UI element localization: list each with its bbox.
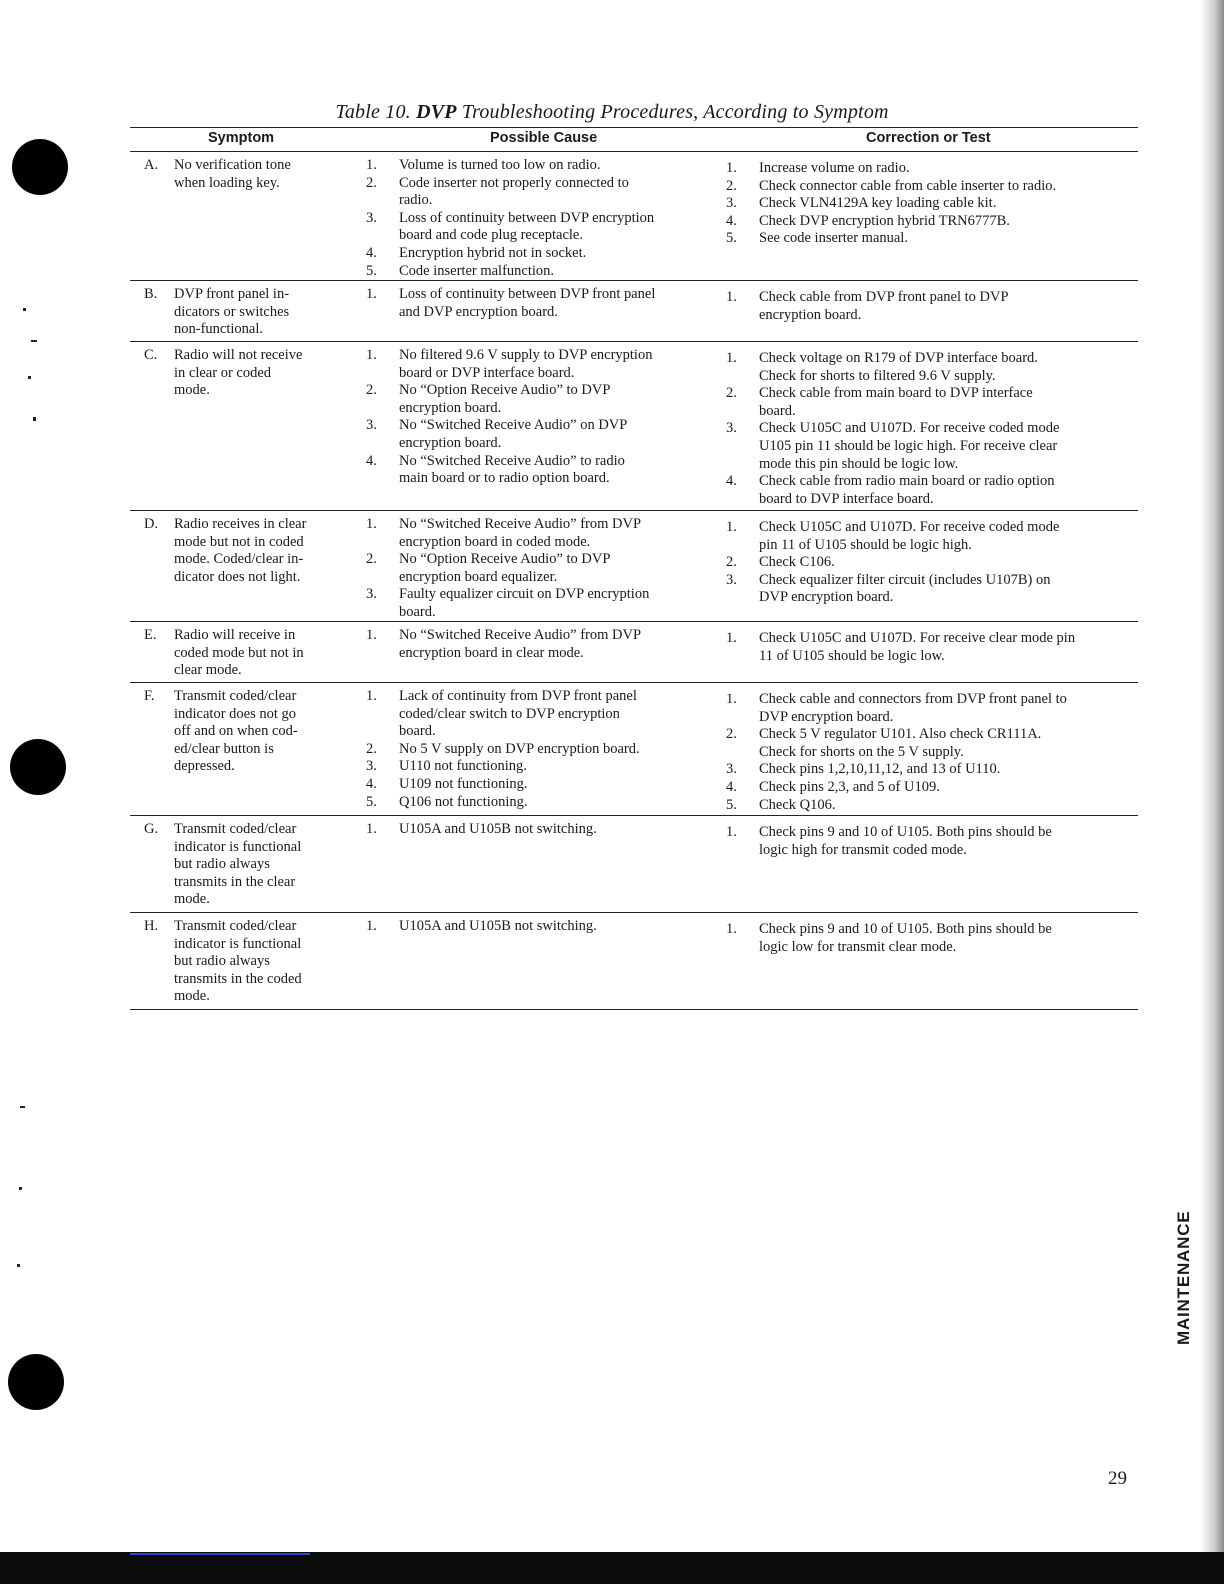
correction-item (726, 385, 1126, 420)
correction-item (726, 691, 1126, 726)
correction-item-number: 2. (726, 726, 737, 743)
cause-item-number: 2. (366, 382, 377, 399)
cause-item (366, 776, 706, 794)
table-title (0, 101, 1224, 124)
cause-item (366, 417, 706, 452)
table-row (130, 281, 1138, 342)
cause-item-number: 2. (366, 740, 377, 757)
symptom-letter: B. (144, 286, 158, 302)
correction-item (726, 473, 1126, 508)
cause-cell (366, 688, 706, 811)
cause-cell (366, 516, 706, 622)
correction-item-text: Check connector cable from cable inserter to radio. (759, 177, 1057, 194)
correction-item (726, 572, 1126, 607)
header-symptom: Symptom (208, 130, 275, 146)
cause-item-number: 1. (366, 347, 377, 363)
correction-item-number: 3. (726, 761, 737, 778)
scan-bottom-band (0, 1552, 1224, 1584)
table-title-rest: Troubleshooting Procedures, According to Symptom (461, 101, 889, 123)
correction-item-number: 2. (726, 385, 737, 402)
correction-item (726, 178, 1126, 196)
cause-item (366, 157, 706, 175)
table-row (130, 152, 1138, 281)
table-body (130, 152, 1138, 1010)
cause-item-text: U109 not functioning. (399, 775, 528, 792)
correction-item (726, 195, 1126, 213)
correction-cell (726, 160, 1126, 248)
correction-item-text: Check cable from DVP front panel to DVP encryption board. (759, 289, 1009, 323)
symptom-text: DVP front panel in- dicators or switches non-functional. (174, 286, 290, 338)
correction-item (726, 420, 1126, 473)
correction-cell (726, 630, 1126, 665)
correction-item-number: 4. (726, 778, 737, 795)
cause-item (366, 741, 706, 759)
cause-item-text: Code inserter malfunction. (399, 262, 555, 279)
section-label: MAINTENANCE (1174, 1210, 1193, 1345)
correction-item-number: 4. (726, 212, 737, 229)
correction-item (726, 779, 1126, 797)
correction-item-number: 1. (726, 289, 737, 305)
correction-item-number: 1. (726, 630, 737, 646)
correction-cell (726, 824, 1126, 859)
correction-item-text: Check cable and connectors from DVP front panel to DVP encryption board. (759, 691, 1067, 725)
cause-item (366, 758, 706, 776)
page-number: 29 (1108, 1468, 1127, 1489)
cause-item-text: Faulty equalizer circuit on DVP encryption board. (399, 586, 650, 620)
cause-item-number: 1. (366, 688, 377, 704)
cause-item-text: No “Option Receive Audio” to DVP encryption board equalizer. (399, 551, 611, 585)
correction-item-number: 3. (726, 195, 737, 212)
cause-item-text: Encryption hybrid not in socket. (399, 244, 587, 261)
cause-cell (366, 627, 706, 662)
correction-item-text: Check DVP encryption hybrid TRN6777B. (759, 212, 1010, 229)
table-row (130, 913, 1138, 1010)
header-correction: Correction or Test (866, 130, 991, 146)
table-row (130, 511, 1138, 622)
correction-item (726, 350, 1126, 385)
correction-item-text: Check C106. (759, 554, 835, 571)
scan-speck (19, 1187, 22, 1190)
cause-item-text: No “Switched Receive Audio” from DVP encryption board in clear mode. (399, 627, 642, 661)
correction-item-text: Check U105C and U107D. For receive coded mode pin 11 of U105 should be logic high. (759, 519, 1060, 553)
cause-item-text: Code inserter not properly connected to radio. (399, 174, 629, 209)
cause-item-number: 4. (366, 452, 377, 469)
cause-item-number: 4. (366, 775, 377, 792)
cause-item (366, 382, 706, 417)
correction-item-number: 1. (726, 160, 737, 176)
correction-cell (726, 691, 1126, 814)
scan-speck (28, 376, 31, 379)
correction-item (726, 160, 1126, 178)
correction-item-text: Check 5 V regulator U101. Also check CR111A. Check for shorts on the 5 V supply. (759, 726, 1042, 760)
correction-item-text: Check pins 9 and 10 of U105. Both pins should be logic high for transmit coded mode. (759, 824, 1052, 858)
correction-item (726, 289, 1126, 324)
correction-item-text: Check U105C and U107D. For receive coded mode U105 pin 11 should be logic high. For receive clear mode this pin should be logic low. (759, 420, 1060, 472)
cause-item-number: 1. (366, 157, 377, 173)
header-possible-cause: Possible Cause (490, 130, 598, 146)
cause-item-number: 2. (366, 174, 377, 191)
correction-item (726, 213, 1126, 231)
symptom-letter: C. (144, 347, 158, 363)
correction-item-text: Increase volume on radio. (759, 160, 910, 176)
cause-item-text: Loss of continuity between DVP front panel and DVP encryption board. (399, 286, 656, 320)
cause-cell (366, 918, 706, 936)
correction-item (726, 761, 1126, 779)
correction-item-number: 1. (726, 824, 737, 840)
cause-item (366, 263, 706, 281)
correction-cell (726, 921, 1126, 956)
cause-item-number: 3. (366, 758, 377, 775)
table-row (130, 683, 1138, 816)
correction-cell (726, 519, 1126, 607)
cause-item (366, 347, 706, 382)
correction-item (726, 519, 1126, 554)
cause-cell (366, 286, 706, 321)
cause-item (366, 794, 706, 812)
correction-item-number: 3. (726, 571, 737, 588)
cause-item (366, 821, 706, 839)
symptom-letter: H. (144, 918, 159, 934)
correction-item-text: Check pins 1,2,10,11,12, and 13 of U110. (759, 761, 1001, 778)
binder-hole-middle (10, 739, 66, 795)
cause-item-text: U105A and U105B not switching. (399, 821, 597, 837)
symptom-text: Radio receives in clear mode but not in coded mode. Coded/clear in- dicator does not light. (174, 516, 307, 585)
cause-item (366, 210, 706, 245)
cause-item-text: No “Switched Receive Audio” from DVP encryption board in coded mode. (399, 516, 642, 550)
scan-bottom-line (130, 1553, 310, 1555)
correction-cell (726, 289, 1126, 324)
cause-item-text: No “Switched Receive Audio” to radio main board or to radio option board. (399, 452, 625, 487)
cause-item (366, 175, 706, 210)
correction-item (726, 921, 1126, 956)
cause-item-number: 1. (366, 821, 377, 837)
correction-item-text: Check U105C and U107D. For receive clear mode pin 11 of U105 should be logic low. (759, 630, 1076, 664)
table-header (130, 127, 1138, 152)
correction-item (726, 797, 1126, 815)
cause-cell (366, 347, 706, 488)
cause-item (366, 918, 706, 936)
correction-item-text: Check VLN4129A key loading cable kit. (759, 195, 997, 212)
correction-item-number: 4. (726, 473, 737, 490)
correction-item-text: Check pins 2,3, and 5 of U109. (759, 778, 940, 795)
cause-item-text: No “Option Receive Audio” to DVP encryption board. (399, 382, 611, 416)
correction-item (726, 630, 1126, 665)
cause-item-text: Q106 not functioning. (399, 793, 528, 810)
cause-item-text: No filtered 9.6 V supply to DVP encryption board or DVP interface board. (399, 347, 653, 381)
binder-hole-bottom (8, 1354, 64, 1410)
correction-item-number: 1. (726, 691, 737, 707)
symptom-text: Transmit coded/clear indicator does not go off and on when cod- ed/clear button is depressed. (174, 688, 298, 775)
symptom-text: No verification tone when loading key. (174, 157, 291, 191)
symptom-letter: D. (144, 516, 159, 532)
cause-item-number: 1. (366, 286, 377, 302)
cause-item (366, 516, 706, 551)
table-title-prefix: Table 10. (335, 101, 411, 123)
cause-item (366, 688, 706, 741)
correction-item-text: Check Q106. (759, 796, 836, 813)
correction-item-number: 3. (726, 420, 737, 437)
symptom-text: Radio will not receive in clear or coded mode. (174, 347, 303, 399)
cause-item-number: 5. (366, 262, 377, 279)
table-row (130, 622, 1138, 683)
cause-item (366, 286, 706, 321)
binder-hole-top (12, 139, 68, 195)
table-row (130, 816, 1138, 913)
cause-item-text: U110 not functioning. (399, 758, 527, 775)
cause-item (366, 586, 706, 621)
table-row (130, 342, 1138, 511)
cause-item-text: Loss of continuity between DVP encryption board and code plug receptacle. (399, 209, 655, 244)
cause-item-number: 1. (366, 918, 377, 934)
cause-item-number: 3. (366, 417, 377, 434)
scan-speck (20, 1106, 25, 1108)
correction-item-number: 2. (726, 177, 737, 194)
correction-item-number: 1. (726, 921, 737, 937)
symptom-letter: E. (144, 627, 157, 643)
cause-item-text: Lack of continuity from DVP front panel coded/clear switch to DVP encryption board. (399, 688, 637, 740)
symptom-text: Radio will receive in coded mode but not in clear mode. (174, 627, 304, 679)
troubleshooting-table (130, 127, 1138, 1010)
cause-item-number: 3. (366, 209, 377, 226)
correction-item-text: Check cable from radio main board or radio option board to DVP interface board. (759, 473, 1055, 507)
scan-speck (23, 308, 26, 311)
correction-item-text: Check equalizer filter circuit (includes U107B) on DVP encryption board. (759, 571, 1051, 606)
cause-item (366, 551, 706, 586)
correction-item (726, 230, 1126, 248)
cause-cell (366, 157, 706, 280)
cause-item-number: 1. (366, 516, 377, 532)
scan-speck (33, 417, 36, 421)
scan-speck (17, 1264, 20, 1267)
symptom-letter: A. (144, 157, 159, 173)
cause-item-number: 5. (366, 793, 377, 810)
correction-item-number: 1. (726, 519, 737, 535)
table-title-dvp: DVP (416, 101, 457, 123)
cause-item-text: U105A and U105B not switching. (399, 918, 597, 934)
correction-item (726, 726, 1126, 761)
cause-item-number: 4. (366, 244, 377, 261)
scan-speck (31, 340, 37, 342)
cause-item-number: 1. (366, 627, 377, 643)
cause-item (366, 245, 706, 263)
correction-item-number: 5. (726, 230, 737, 247)
symptom-letter: F. (144, 688, 155, 704)
correction-item-text: Check voltage on R179 of DVP interface board. Check for shorts to filtered 9.6 V supply. (759, 350, 1038, 384)
correction-cell (726, 350, 1126, 508)
cause-item (366, 453, 706, 488)
cause-item-text: Volume is turned too low on radio. (399, 157, 601, 173)
cause-item-text: No 5 V supply on DVP encryption board. (399, 740, 640, 757)
scan-edge (1200, 0, 1224, 1584)
cause-item-number: 2. (366, 551, 377, 568)
correction-item-text: Check pins 9 and 10 of U105. Both pins should be logic low for transmit clear mode. (759, 921, 1052, 955)
correction-item-text: See code inserter manual. (759, 230, 908, 247)
correction-item-number: 1. (726, 350, 737, 366)
cause-item-number: 3. (366, 586, 377, 603)
correction-item-number: 5. (726, 796, 737, 813)
correction-item-text: Check cable from main board to DVP interface board. (759, 385, 1033, 419)
correction-item (726, 824, 1126, 859)
correction-item (726, 554, 1126, 572)
cause-item-text: No “Switched Receive Audio” on DVP encryption board. (399, 417, 628, 451)
symptom-text: Transmit coded/clear indicator is functional but radio always transmits in the coded mode. (174, 918, 302, 1005)
cause-item (366, 627, 706, 662)
cause-cell (366, 821, 706, 839)
symptom-letter: G. (144, 821, 159, 837)
symptom-text: Transmit coded/clear indicator is functional but radio always transmits in the clear mode. (174, 821, 302, 908)
correction-item-number: 2. (726, 554, 737, 571)
